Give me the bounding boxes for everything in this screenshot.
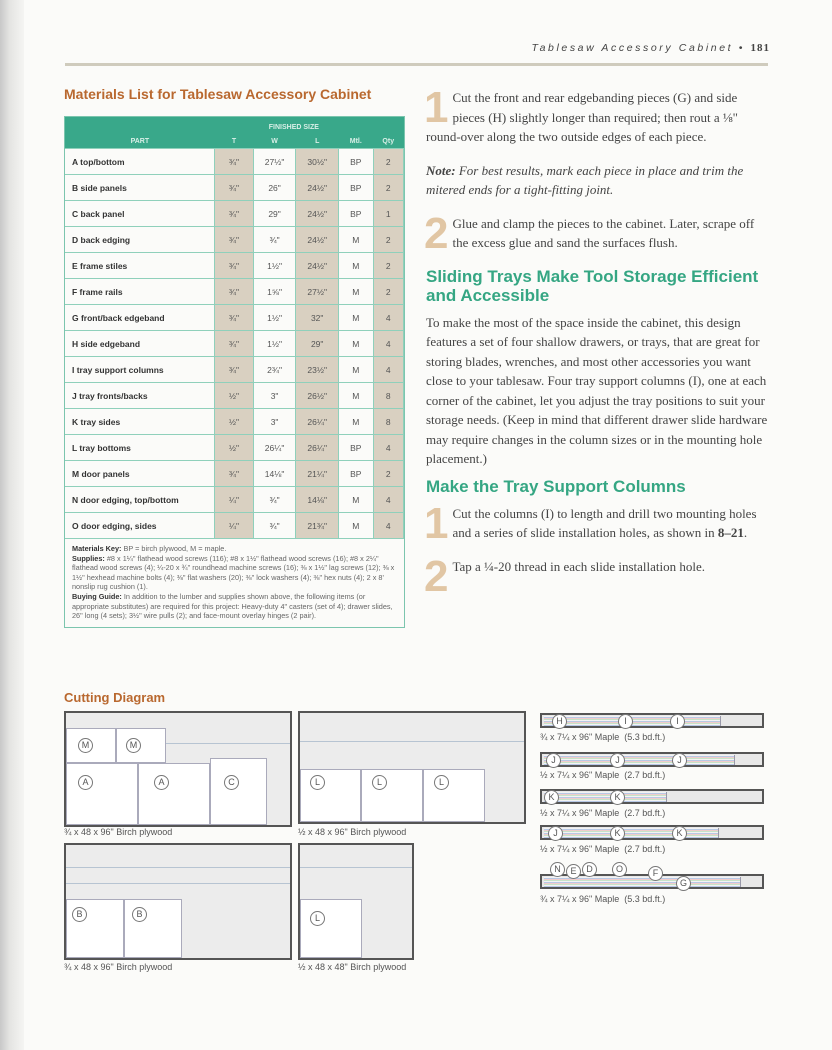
cell-w: 1⅝" bbox=[253, 279, 296, 305]
cell-t: ¼" bbox=[215, 513, 254, 539]
col-header-qty: Qty bbox=[373, 134, 403, 149]
board-size: ½ x 7¼ x 96" Maple bbox=[540, 808, 620, 818]
materials-row bbox=[65, 331, 404, 357]
cell-mtl: BP bbox=[339, 435, 374, 461]
part-label: K bbox=[672, 826, 687, 841]
cell-qty: 8 bbox=[373, 383, 403, 409]
cell-qty: 8 bbox=[373, 409, 403, 435]
sheet-caption: ½ x 48 x 96" Birch plywood bbox=[298, 827, 407, 837]
piece-a bbox=[138, 763, 210, 825]
part-label: I bbox=[618, 714, 633, 729]
cell-l: 26¼" bbox=[296, 409, 339, 435]
cell-t: ¾" bbox=[215, 305, 254, 331]
plywood-sheet-4 bbox=[298, 843, 414, 960]
materials-row bbox=[65, 149, 404, 175]
cell-mtl: BP bbox=[339, 201, 374, 227]
cell-qty: 2 bbox=[373, 279, 403, 305]
cell-t: ¾" bbox=[215, 357, 254, 383]
part-label: L bbox=[310, 911, 325, 926]
maple-board-4 bbox=[540, 825, 764, 840]
part-label: C bbox=[224, 775, 239, 790]
board-feet: (5.3 bd.ft.) bbox=[624, 732, 666, 742]
part-label: B bbox=[72, 907, 87, 922]
buying-guide-label: Buying Guide: bbox=[72, 591, 122, 601]
cell-qty: 2 bbox=[373, 227, 403, 253]
materials-row bbox=[65, 227, 404, 253]
materials-table-box bbox=[64, 116, 405, 628]
grain-line bbox=[300, 741, 524, 742]
cell-t: ½" bbox=[215, 435, 254, 461]
part-label: K bbox=[610, 826, 625, 841]
cell-t: ¾" bbox=[215, 175, 254, 201]
cell-qty: 4 bbox=[373, 357, 403, 383]
part-label: N bbox=[550, 862, 565, 877]
cell-mtl: M bbox=[339, 383, 374, 409]
piece-l bbox=[423, 769, 485, 822]
cell-qty: 4 bbox=[373, 513, 403, 539]
cell-w: 27½" bbox=[253, 149, 296, 175]
supplies-label: Supplies: bbox=[72, 553, 105, 563]
part-label: D bbox=[582, 862, 597, 877]
cell-l: 32" bbox=[296, 305, 339, 331]
cell-t: ¾" bbox=[215, 253, 254, 279]
piece-b bbox=[124, 899, 182, 958]
board-feet: (5.3 bd.ft.) bbox=[624, 894, 666, 904]
cell-w: 1½" bbox=[253, 253, 296, 279]
cell-t: ¾" bbox=[215, 201, 254, 227]
cell-w: 3" bbox=[253, 409, 296, 435]
running-head bbox=[470, 42, 770, 54]
page-number: 181 bbox=[750, 42, 770, 54]
cell-part: D back edging bbox=[65, 227, 215, 253]
cell-mtl: M bbox=[339, 305, 374, 331]
cell-w: ¾" bbox=[253, 227, 296, 253]
cell-w: 1½" bbox=[253, 331, 296, 357]
cell-part: M door panels bbox=[65, 461, 215, 487]
cell-qty: 4 bbox=[373, 305, 403, 331]
step-2 bbox=[424, 208, 771, 258]
cell-part: A top/bottom bbox=[65, 149, 215, 175]
cell-qty: 2 bbox=[373, 175, 403, 201]
col-header-l: L bbox=[296, 134, 339, 149]
cell-l: 30½" bbox=[296, 149, 339, 175]
section-heading-sliding-trays: Sliding Trays Make Tool Storage Efficient and Accessible bbox=[426, 266, 759, 305]
materials-row bbox=[65, 357, 404, 383]
part-label: K bbox=[544, 790, 559, 805]
materials-row bbox=[65, 175, 404, 201]
col-header-w: W bbox=[253, 134, 296, 149]
piece-l bbox=[361, 769, 423, 822]
part-label: K bbox=[610, 790, 625, 805]
cell-l: 14⅛" bbox=[296, 487, 339, 513]
running-head-separator: • bbox=[738, 42, 745, 54]
cell-qty: 4 bbox=[373, 435, 403, 461]
finished-size-header: FINISHED SIZE bbox=[215, 117, 373, 134]
board-caption bbox=[540, 770, 665, 780]
supplies-text: #8 x 1¼" flathead wood screws (116); #8 x 1½" flathead wood screws (16); #8 x 2¼" flathead wood screws (4); ¼-20 x ¾" roundhead machine screws (16); ⅜ x 1½" lag screws (12); ⅜ x 1½" hexhead machine bolts (4); ⅜" flat washers (20); ⅜" lock washers (4); ⅜" hex nuts (4); 2 x 8' nonslip rug cushion (1). bbox=[72, 553, 395, 592]
cell-part: K tray sides bbox=[65, 409, 215, 435]
board-size: ½ x 7¼ x 96" Maple bbox=[540, 770, 620, 780]
piece-m bbox=[116, 728, 166, 763]
step-number: 1 bbox=[424, 498, 449, 548]
materials-notes bbox=[65, 538, 404, 627]
cell-part: E frame stiles bbox=[65, 253, 215, 279]
cell-qty: 1 bbox=[373, 201, 403, 227]
note-text: For best results, mark each piece in place and trim the mitered ends for a tight-fitting joint. bbox=[426, 162, 744, 197]
part-label: H bbox=[552, 714, 567, 729]
part-label: B bbox=[132, 907, 147, 922]
buying-guide-text: In addition to the lumber and supplies shown above, the following items (or appropriate substitutes) are required for this project: Heavy-duty 4" casters (set of 4); drawer slides, 26" long (4 sets); 3½" wire pulls (2); and face-mount overlay hinges (2 pair). bbox=[72, 591, 393, 621]
part-label: L bbox=[310, 775, 325, 790]
cell-part: B side panels bbox=[65, 175, 215, 201]
page-binding-shadow bbox=[0, 0, 24, 1050]
figure-reference: 8–21 bbox=[717, 525, 744, 540]
cell-l: 21¾" bbox=[296, 513, 339, 539]
grain-line bbox=[300, 867, 412, 868]
board-size: ¾ x 7¼ x 96" Maple bbox=[540, 732, 620, 742]
step-text: Tap a ¼-20 thread in each slide installation hole. bbox=[452, 558, 705, 574]
maple-board-2 bbox=[540, 752, 764, 767]
step-text: Glue and clamp the pieces to the cabinet. Later, scrape off the excess glue and sand the surfaces flush. bbox=[452, 215, 755, 250]
cell-l: 26½" bbox=[296, 383, 339, 409]
cell-mtl: M bbox=[339, 487, 374, 513]
cell-part: C back panel bbox=[65, 201, 215, 227]
cell-t: ¾" bbox=[215, 227, 254, 253]
cell-mtl: M bbox=[339, 357, 374, 383]
materials-row bbox=[65, 487, 404, 513]
piece-l bbox=[300, 899, 362, 958]
cell-l: 29" bbox=[296, 331, 339, 357]
cell-t: ¾" bbox=[215, 279, 254, 305]
board-size: ½ x 7¼ x 96" Maple bbox=[540, 844, 620, 854]
part-label: M bbox=[78, 738, 93, 753]
step-text: Cut the columns (I) to length and drill two mounting holes and a series of slide installation holes, as shown in bbox=[452, 505, 757, 540]
materials-row bbox=[65, 305, 404, 331]
materials-title: Materials List for Tablesaw Accessory Cabinet bbox=[64, 86, 372, 102]
step-text: Cut the front and rear edgebanding pieces (G) and side pieces (H) slightly longer than required; then rout a ⅛" round-over along the two outside edges of each piece. bbox=[426, 90, 738, 144]
cell-l: 24½" bbox=[296, 253, 339, 279]
part-label: J bbox=[548, 826, 563, 841]
part-label: J bbox=[546, 753, 561, 768]
cell-l: 24½" bbox=[296, 201, 339, 227]
piece-c bbox=[210, 758, 267, 825]
board-caption bbox=[540, 808, 665, 818]
sheet-caption: ¾ x 48 x 96" Birch plywood bbox=[64, 827, 173, 837]
section-body-sliding-trays: To make the most of the space inside the cabinet, this design features a set of four shallow drawers, or trays, that are great for storing blades, wrenches, and most other accessories you want close to your tablesaw. Four tray support columns (I), one at each corner of the cabinet, let you adjust the tray positions to suit your storage needs. (Keep in mind that different drawer slide hardware may require changes in the column sizes or in the mounting hole placement.) bbox=[426, 314, 768, 466]
cell-mtl: BP bbox=[339, 149, 374, 175]
cutting-diagram-title: Cutting Diagram bbox=[64, 690, 166, 705]
cell-w: 29" bbox=[253, 201, 296, 227]
col-header-mtl: Mtl. bbox=[339, 134, 374, 149]
materials-row bbox=[65, 513, 404, 539]
note bbox=[426, 161, 771, 200]
cell-part: G front/back edgeband bbox=[65, 305, 215, 331]
materials-row bbox=[65, 253, 404, 279]
part-label: E bbox=[566, 864, 581, 879]
board-feet: (2.7 bd.ft.) bbox=[624, 770, 666, 780]
cell-w: 1½" bbox=[253, 305, 296, 331]
cell-mtl: BP bbox=[339, 461, 374, 487]
step-number: 1 bbox=[424, 83, 449, 132]
board-feet: (2.7 bd.ft.) bbox=[624, 808, 666, 818]
cell-part: F frame rails bbox=[65, 279, 215, 305]
sheet-caption: ½ x 48 x 48" Birch plywood bbox=[298, 962, 407, 972]
part-label: A bbox=[154, 775, 169, 790]
part-label: G bbox=[676, 876, 691, 891]
piece-l bbox=[300, 769, 361, 822]
cell-w: 14⅛" bbox=[253, 461, 296, 487]
step-4 bbox=[424, 551, 771, 601]
cell-part: L tray bottoms bbox=[65, 435, 215, 461]
cell-mtl: M bbox=[339, 279, 374, 305]
cell-t: ¾" bbox=[215, 149, 254, 175]
part-label: J bbox=[610, 753, 625, 768]
materials-row bbox=[65, 279, 404, 305]
cell-l: 21¼" bbox=[296, 461, 339, 487]
materials-row bbox=[65, 409, 404, 435]
grain-line bbox=[66, 883, 290, 884]
materials-row bbox=[65, 383, 404, 409]
col-header-part: PART bbox=[65, 134, 215, 149]
running-head-title: Tablesaw Accessory Cabinet bbox=[531, 42, 734, 54]
step-number: 2 bbox=[424, 208, 449, 258]
cell-mtl: BP bbox=[339, 175, 374, 201]
step-3 bbox=[424, 498, 771, 548]
cell-part: I tray support columns bbox=[65, 357, 215, 383]
cell-l: 27½" bbox=[296, 279, 339, 305]
step-text-end: . bbox=[743, 525, 748, 540]
materials-table-body bbox=[65, 149, 404, 539]
materials-table bbox=[65, 117, 404, 538]
maple-board-3 bbox=[540, 789, 764, 804]
part-label: J bbox=[672, 753, 687, 768]
cell-part: J tray fronts/backs bbox=[65, 383, 215, 409]
col-header-t: T bbox=[215, 134, 254, 149]
part-label: A bbox=[78, 775, 93, 790]
cell-l: 23½" bbox=[296, 357, 339, 383]
part-label: L bbox=[372, 775, 387, 790]
cell-w: 2¾" bbox=[253, 357, 296, 383]
part-label: M bbox=[126, 738, 141, 753]
materials-key-label: Materials Key: bbox=[72, 544, 122, 553]
cell-qty: 4 bbox=[373, 487, 403, 513]
cell-part: H side edgeband bbox=[65, 331, 215, 357]
part-label: I bbox=[670, 714, 685, 729]
cell-mtl: M bbox=[339, 331, 374, 357]
materials-row bbox=[65, 201, 404, 227]
cell-t: ¾" bbox=[215, 331, 254, 357]
part-label: L bbox=[434, 775, 449, 790]
cell-t: ¾" bbox=[215, 461, 254, 487]
board-caption bbox=[540, 844, 665, 854]
part-label: F bbox=[648, 866, 663, 881]
cell-t: ½" bbox=[215, 409, 254, 435]
cell-w: 26" bbox=[253, 175, 296, 201]
cell-l: 24½" bbox=[296, 175, 339, 201]
board-caption bbox=[540, 894, 665, 904]
board-caption bbox=[540, 732, 665, 742]
grain-line bbox=[66, 867, 290, 868]
cell-w: 26¼" bbox=[253, 435, 296, 461]
plywood-sheet-1 bbox=[64, 711, 292, 827]
cell-mtl: M bbox=[339, 253, 374, 279]
part-label: O bbox=[612, 862, 627, 877]
board-feet: (2.7 bd.ft.) bbox=[624, 844, 666, 854]
maple-board-1 bbox=[540, 713, 764, 728]
materials-row bbox=[65, 461, 404, 487]
cell-t: ¼" bbox=[215, 487, 254, 513]
piece-a bbox=[66, 763, 138, 825]
cell-w: ¾" bbox=[253, 487, 296, 513]
cell-qty: 4 bbox=[373, 331, 403, 357]
step-1 bbox=[424, 83, 771, 147]
cell-part: N door edging, top/bottom bbox=[65, 487, 215, 513]
cell-t: ½" bbox=[215, 383, 254, 409]
plywood-sheet-2 bbox=[298, 711, 526, 824]
cell-mtl: M bbox=[339, 513, 374, 539]
cell-part: O door edging, sides bbox=[65, 513, 215, 539]
cell-w: ¾" bbox=[253, 513, 296, 539]
plywood-sheet-3 bbox=[64, 843, 292, 960]
cell-qty: 2 bbox=[373, 461, 403, 487]
note-label: Note: bbox=[426, 162, 456, 178]
cell-l: 24½" bbox=[296, 227, 339, 253]
cell-l: 26¼" bbox=[296, 435, 339, 461]
header-rule bbox=[65, 63, 768, 66]
cell-mtl: M bbox=[339, 409, 374, 435]
materials-row bbox=[65, 435, 404, 461]
cell-qty: 2 bbox=[373, 253, 403, 279]
board-size: ¾ x 7¼ x 96" Maple bbox=[540, 894, 620, 904]
section-heading-tray-columns: Make the Tray Support Columns bbox=[426, 476, 686, 496]
cell-qty: 2 bbox=[373, 149, 403, 175]
materials-key-text: BP = birch plywood, M = maple. bbox=[121, 544, 227, 553]
cell-mtl: M bbox=[339, 227, 374, 253]
cell-w: 3" bbox=[253, 383, 296, 409]
step-number: 2 bbox=[424, 551, 449, 601]
right-column bbox=[424, 83, 771, 601]
sheet-caption: ¾ x 48 x 96" Birch plywood bbox=[64, 962, 173, 972]
